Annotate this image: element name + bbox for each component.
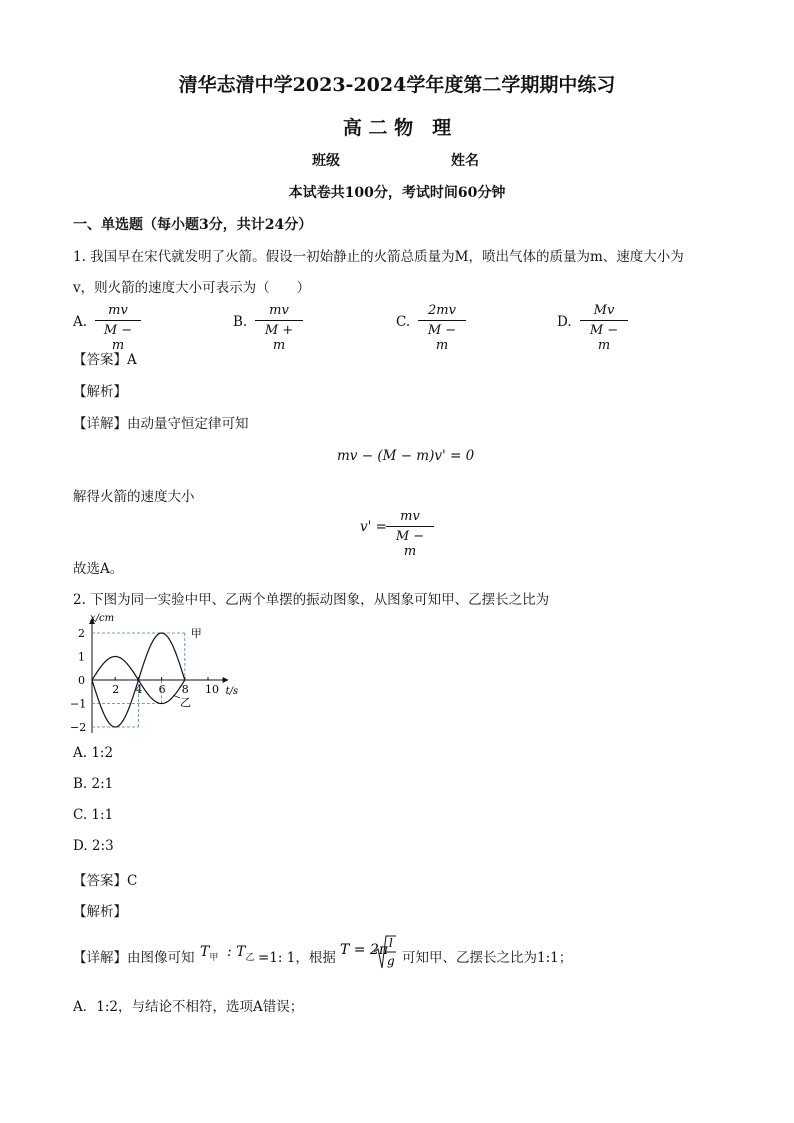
q1-equation-fraction (386, 509, 434, 559)
t-jia-subscript: 甲 (209, 952, 219, 963)
x-axis-arrow (223, 677, 229, 683)
fraction-bar (95, 320, 141, 321)
q1-equation-momentum: mv − (M − m)v' = 0 (337, 448, 475, 464)
x-tick-label: 10 (205, 683, 219, 696)
q2-option-d: D. 2:3 (73, 838, 114, 854)
q1-option-a-letter: A. (73, 314, 88, 330)
q1-stem-line1: 1. 我国早在宋代就发明了火箭。假设一初始静止的火箭总质量为M，喷出气体的质量为m、速度大小为 (73, 249, 684, 265)
fraction-numerator: mv (400, 509, 420, 524)
oscillation-chart (70, 612, 250, 737)
q2-option-a-review: A．1:2，与结论不相符，选项A错误； (73, 999, 304, 1015)
fraction-bar (386, 526, 434, 527)
q1-option-c-fraction (418, 303, 466, 353)
page-title: 清华志清中学2023-2024学年度第二学期期中练习 (178, 74, 616, 96)
fraction-numerator: Mv (593, 303, 615, 318)
fraction-denominator: M − m (427, 323, 457, 353)
series-label: 乙 (180, 696, 192, 709)
section-heading: 一、单选题（每小题3分，共计24分） (73, 217, 313, 233)
q1-equation-lhs: v' = (360, 519, 387, 535)
q1-conclusion: 故选A。 (73, 561, 124, 577)
q2-analysis: 【解析】 (73, 904, 127, 920)
q2-detail-ratio: =1: 1，根据 (258, 950, 336, 966)
period-formula (338, 930, 398, 976)
q2-detail-prefix: 【详解】由图像可知 (73, 950, 195, 966)
q1-option-b-letter: B. (233, 314, 248, 330)
x-tick-label: 2 (112, 683, 120, 696)
q1-option-d-letter: D. (557, 314, 572, 330)
subject-title: 高 二 物 理 (342, 117, 452, 139)
y-tick-label: 2 (78, 627, 85, 640)
fraction-bar (255, 320, 303, 321)
class-label: 班级 (312, 153, 340, 169)
q1-analysis: 【解析】 (73, 384, 127, 400)
t-jia-symbol: $T_甲$ (200, 944, 219, 963)
q1-option-a-fraction (95, 303, 141, 353)
q2-option-b: B. 2:1 (73, 776, 114, 792)
fraction-numerator: 2mv (428, 303, 456, 318)
y-tick-label: 1 (78, 650, 85, 664)
x-axis-label: t/s (225, 686, 239, 697)
fraction-bar (580, 320, 628, 321)
x-tick-label: 4 (135, 683, 143, 696)
y-axis-label: x/cm (90, 613, 115, 624)
q2-option-c: C. 1:1 (73, 807, 114, 823)
q1-stem-line2: v，则火箭的速度大小可表示为（ ） (73, 280, 311, 296)
name-label: 姓名 (451, 153, 479, 169)
q1-option-b-fraction (255, 303, 303, 353)
q1-detail: 【详解】由动量守恒定律可知 (73, 416, 249, 432)
q1-option-d-fraction (580, 303, 628, 353)
fraction-numerator: mv (269, 303, 289, 318)
q1-answer: 【答案】A (73, 352, 137, 368)
q2-option-a: A. 1:2 (73, 745, 114, 761)
fraction-numerator: mv (108, 303, 128, 318)
series-label-leader (173, 695, 180, 698)
t-yi-subscript: 乙 (245, 952, 255, 963)
fraction-denominator: M + m (264, 323, 294, 353)
t-yi-symbol: : $T_乙$ (227, 944, 255, 963)
formula-lhs: T = 2π (340, 942, 389, 958)
formula-l: l (389, 936, 393, 950)
q2-answer: 【答案】C (73, 873, 138, 889)
y-tick-label: −2 (70, 721, 87, 734)
fraction-bar (418, 320, 466, 321)
fraction-denominator: M − m (103, 323, 133, 353)
formula-g: g (387, 954, 395, 968)
q1-solve-text: 解得火箭的速度大小 (73, 489, 195, 505)
q1-option-c-letter: C. (396, 314, 411, 330)
x-tick-label: 6 (158, 683, 166, 696)
series-label: 甲 (190, 627, 202, 640)
y-tick-label: 0 (78, 674, 85, 687)
q2-stem: 2. 下图为同一实验中甲、乙两个单摆的振动图象，从图象可知甲、乙摆长之比为 (73, 592, 550, 608)
fraction-denominator: M − m (589, 323, 619, 353)
fraction-denominator: M − m (395, 529, 425, 559)
q2-detail-suffix: 可知甲、乙摆长之比为1:1； (402, 950, 573, 966)
exam-info: 本试卷共100分，考试时间60分钟 (288, 185, 506, 201)
y-tick-label: −1 (70, 697, 87, 711)
x-tick-label: 8 (181, 683, 189, 696)
